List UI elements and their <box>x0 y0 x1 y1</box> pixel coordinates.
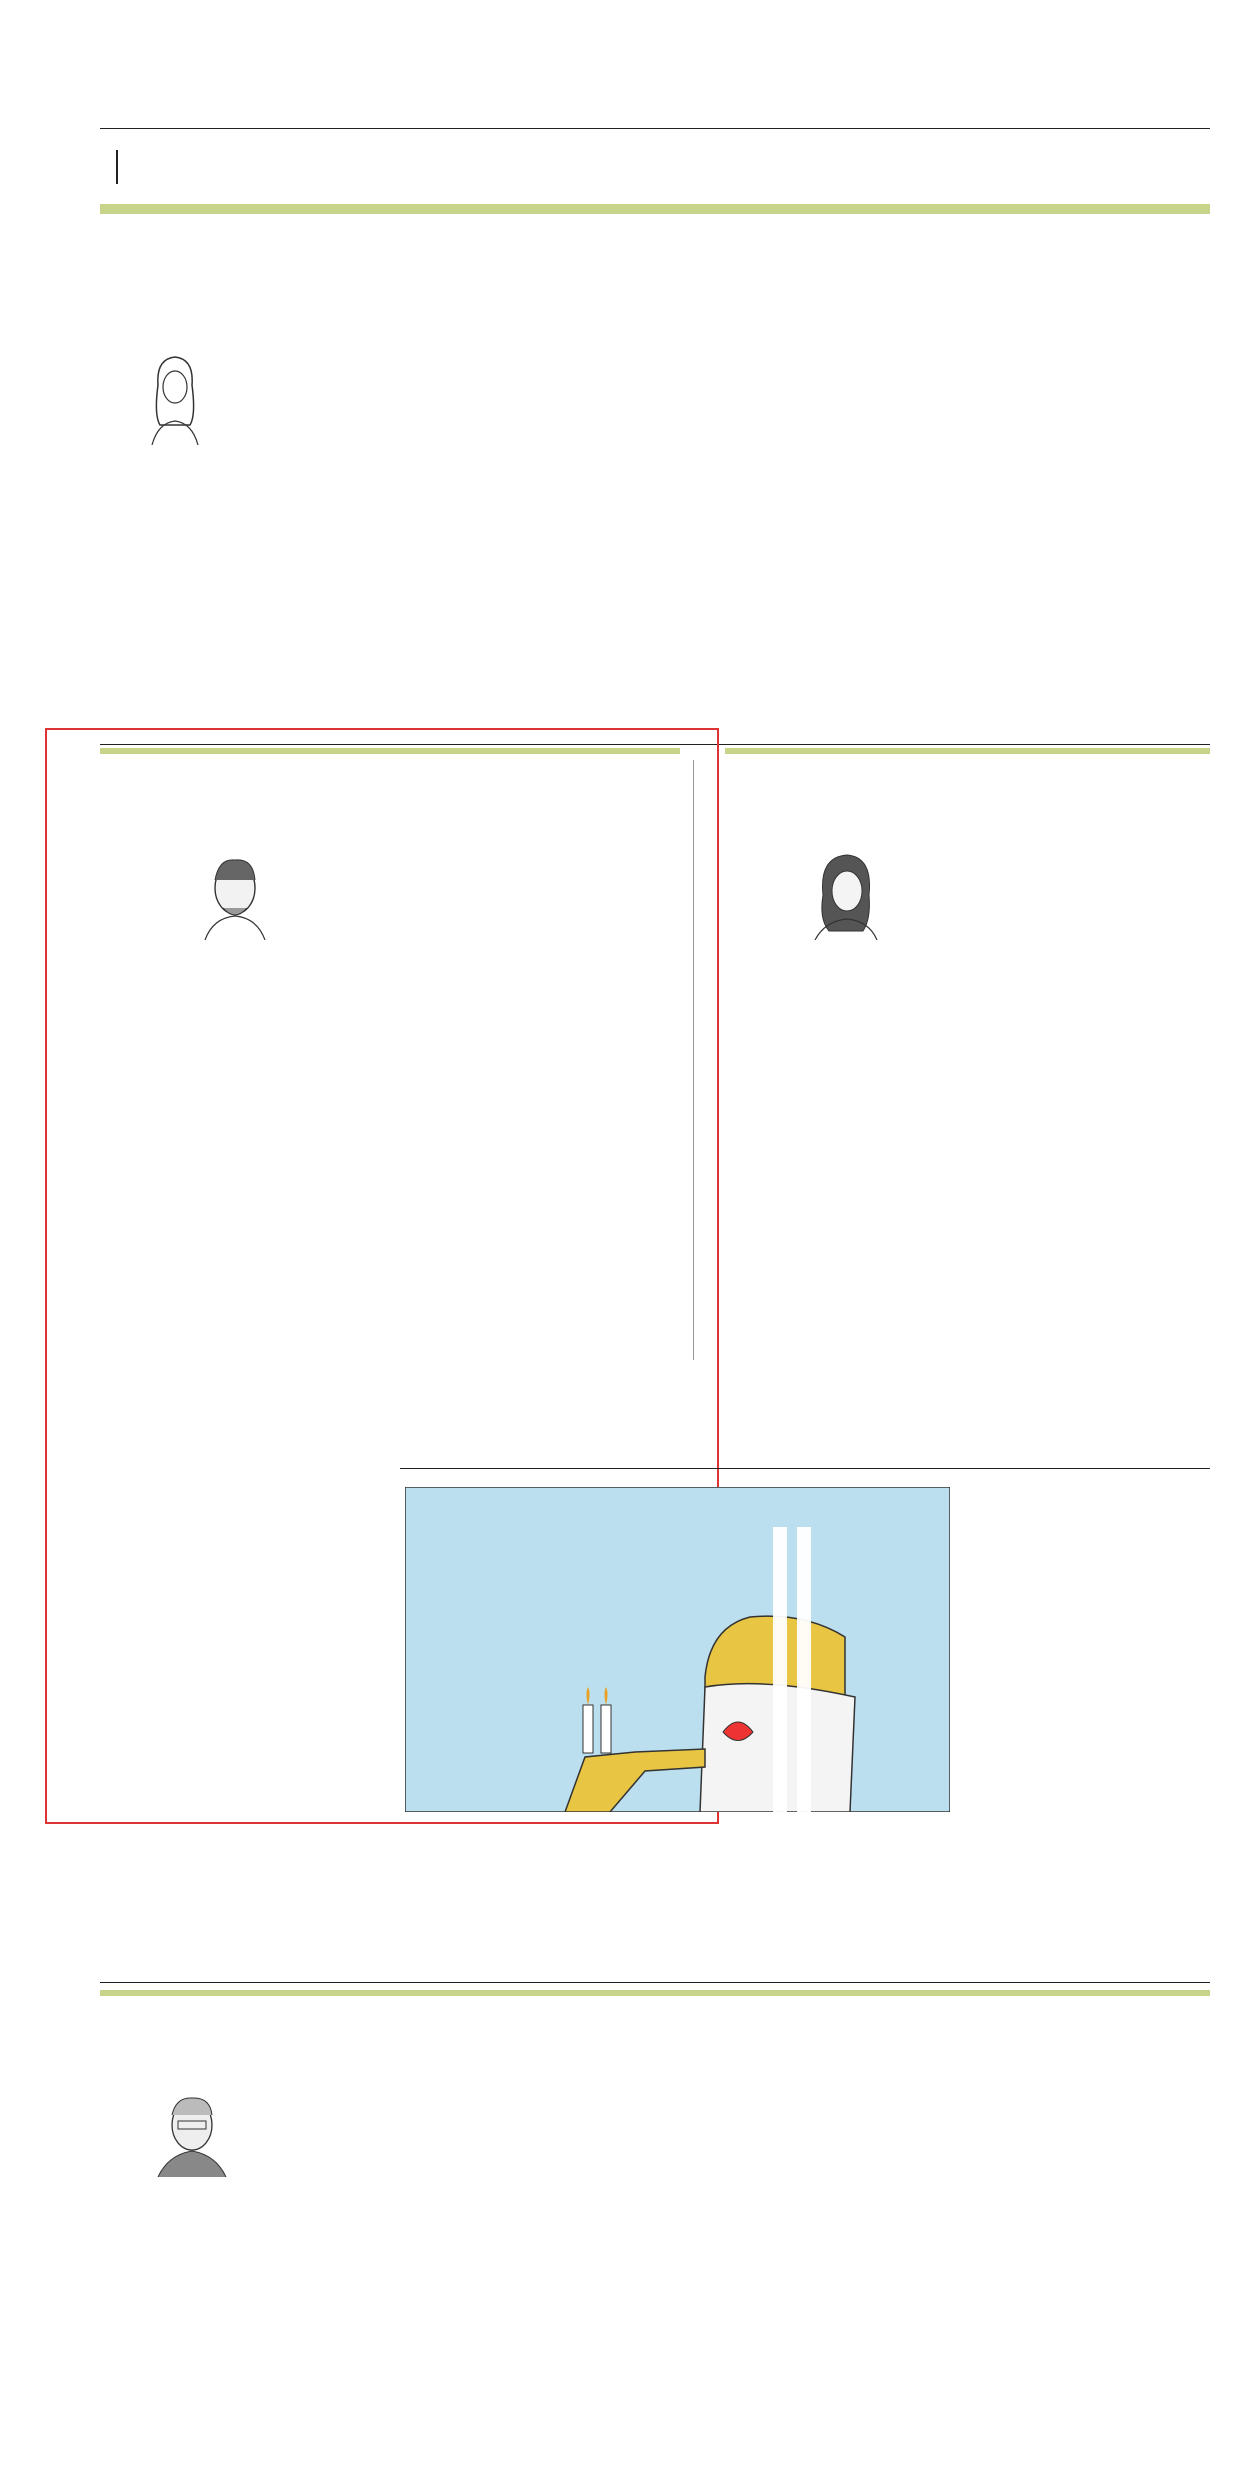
article1-column-6 <box>965 320 1130 696</box>
article4-column-4 <box>613 2062 771 2486</box>
article1-author-portrait <box>140 345 210 445</box>
article4-author-portrait <box>150 2085 235 2177</box>
article1-column-5 <box>792 320 952 740</box>
section-separator <box>116 150 118 184</box>
article2-column-1 <box>100 974 368 1809</box>
article2-author-portrait <box>195 848 275 940</box>
article4-column-3 <box>442 2062 600 2486</box>
section-green-bar <box>100 204 1210 214</box>
article1-column-2 <box>273 320 433 740</box>
masthead-rule <box>100 128 1210 129</box>
article3-author-portrait <box>805 845 885 940</box>
article4-top-rule <box>100 1982 1210 1983</box>
article2-green-bar <box>100 748 680 754</box>
article1-column-4 <box>619 320 779 740</box>
article3-column-1 <box>728 976 948 1676</box>
section-title <box>100 150 134 184</box>
article4-column-1 <box>100 2186 258 2486</box>
article3-green-bar <box>725 748 1210 754</box>
article4-green-bar <box>100 1990 1210 1996</box>
article1-column-3 <box>446 320 606 740</box>
column-divider <box>693 760 694 1360</box>
article3-column-2 <box>962 818 1210 1958</box>
article1-column-1 <box>100 462 260 737</box>
article4-column-2 <box>271 2062 429 2486</box>
article2-column-2 <box>385 818 660 1392</box>
article4-column-5 <box>784 2062 942 2486</box>
article4-column-6 <box>955 2062 1115 2442</box>
